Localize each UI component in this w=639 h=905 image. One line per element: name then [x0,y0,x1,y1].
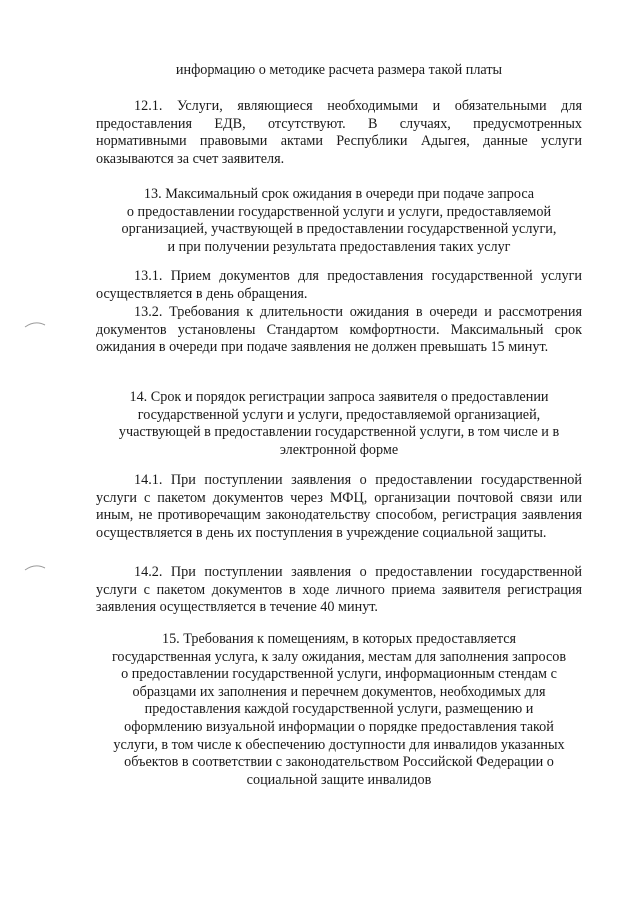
heading-15 [96,631,582,789]
heading-line: 13. Максимальный срок ожидания в очереди при подаче запроса [143,186,535,202]
heading-line: участвующей в предоставлении государственной услуги, в том числе и в [118,424,560,441]
heading-14 [96,389,582,459]
heading-line: электронной форме [279,441,399,458]
hole-punch-mark [24,562,46,572]
hole-punch-mark [24,319,46,329]
heading-line: предоставления каждой государственной услуги, размещению и [144,701,534,718]
heading-line: организацией, участвующей в предоставлении государственной услуги, [121,221,557,238]
heading-line: услуги, в том числе к обеспечению доступности для инвалидов указанных [113,736,565,753]
heading-line: 14. Срок и порядок регистрации запроса заявителя о предоставлении [129,389,549,405]
paragraph-13-2: 13.2. Требования к длительности ожидания в очереди и рассмотрения документов установлены Стандартом комфортности. Максимальный срок ожидания в очереди при подаче заявления не должен превышать 15 минут. [96,304,582,356]
heading-13 [96,186,582,256]
heading-line: объектов в соответствии с законодательством Российской Федерации о [124,754,554,771]
paragraph-13-1: 13.1. Прием документов для предоставления государственной услуги осуществляется в день обращения. [96,268,582,302]
heading-line: и при получении результата предоставления таких услуг [167,238,511,255]
heading-line: о предоставлении государственной услуги, информационным стендам с [121,666,557,683]
paragraph-12-1: 12.1. Услуги, являющиеся необходимыми и обязательными для предоставления ЕДВ, отсутствуют. В случаях, предусмотренных нормативными правовыми актами Республики Адыгея, данные услуги оказываются за счет заявителя. [96,98,582,167]
heading-line: о предоставлении государственной услуги и услуги, предоставляемой [126,203,552,220]
paragraph-14-2: 14.2. При поступлении заявления о предоставлении государственной услуги с пакетом документов в ходе личного приема заявителя регистрация заявления осуществляется в течение 40 минут. [96,564,582,616]
heading-line: оформлению визуальной информации о порядке предоставления такой [124,718,554,735]
heading-line: государственной услуги и услуги, предоставляемой организацией, [137,406,541,423]
heading-line: 15. Требования к помещениям, в которых предоставляется [161,631,517,647]
top-line: информацию о методике расчета размера такой платы [175,62,503,78]
heading-line: социальной защите инвалидов [246,771,432,788]
heading-line: образцами их заполнения и перечнем документов, необходимых для [132,683,546,700]
heading-line: государственная услуга, к залу ожидания, местам для заполнения запросов [111,648,567,665]
paragraph-14-1: 14.1. При поступлении заявления о предоставлении государственной услуги с пакетом документов через МФЦ, организации почтовой связи или иным, не противоречащим законодательству способом, регистрация заявления осуществляется в день их поступления в учреждение социальной защиты. [96,472,582,541]
